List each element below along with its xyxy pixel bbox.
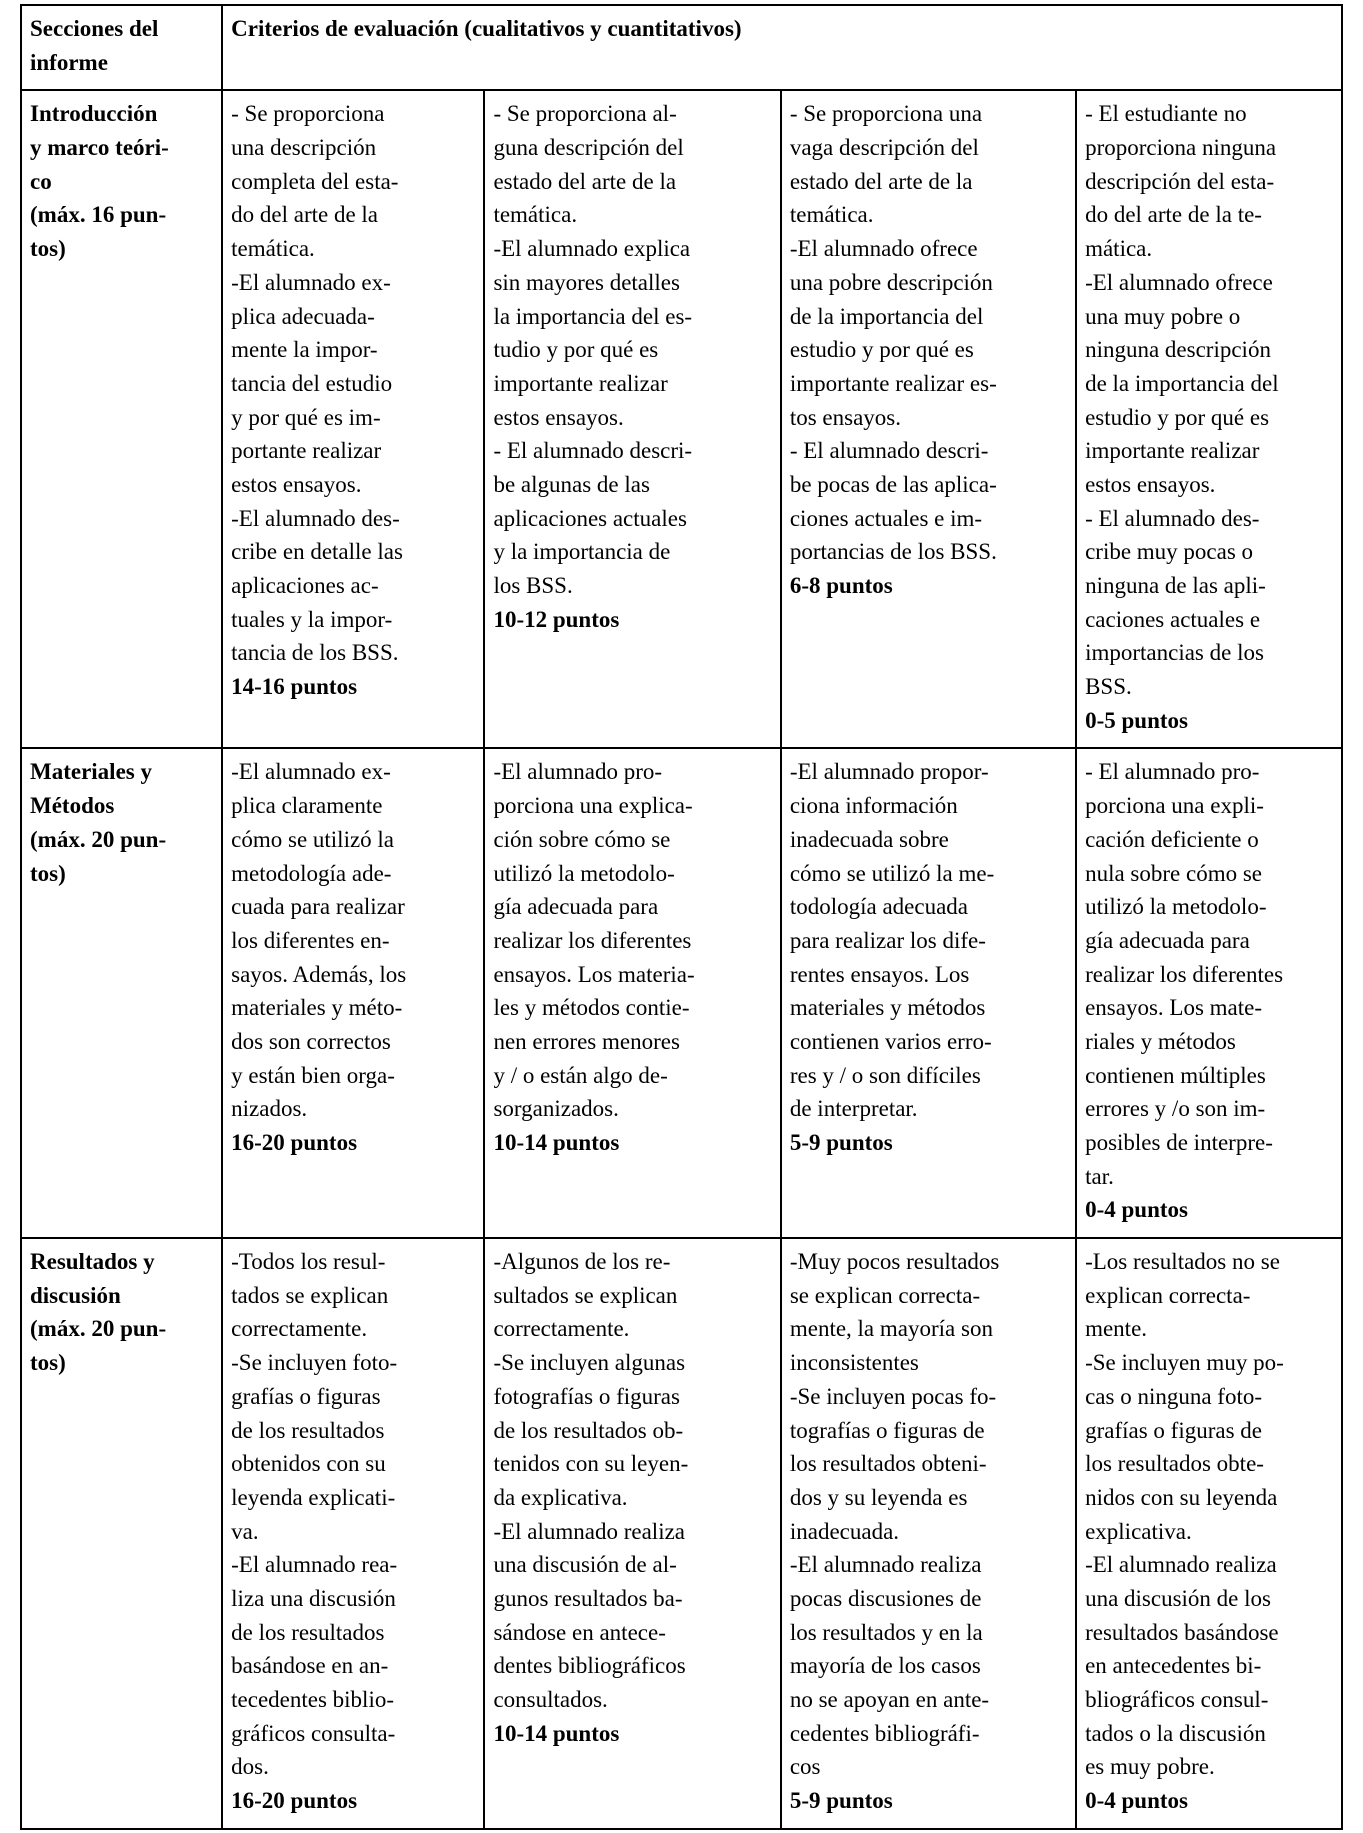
text-line: Introducción xyxy=(30,101,158,127)
criteria-cell xyxy=(484,1238,780,1829)
text-line: tenidos con su leyen- xyxy=(493,1451,689,1477)
text-line: tar. xyxy=(1085,1163,1114,1189)
text-line: tudio y por qué es xyxy=(493,337,659,363)
text-line: sultados se explican xyxy=(493,1282,678,1308)
criteria-cell xyxy=(222,1238,484,1829)
text-line: temática. xyxy=(493,202,578,228)
score-range: 10-14 puntos xyxy=(493,1720,620,1746)
text-line: proporciona ninguna xyxy=(1085,135,1277,161)
evaluation-rubric-table xyxy=(20,4,1343,1830)
text-line: mente, la mayoría son xyxy=(789,1316,993,1342)
text-line: y / o están algo de- xyxy=(493,1062,668,1088)
criteria-cell xyxy=(781,1238,1076,1829)
text-line: estos ensayos. xyxy=(231,471,362,497)
section-name-lines xyxy=(30,755,213,890)
score-range: 0-5 puntos xyxy=(1085,707,1188,733)
text-line: -El alumnado realiza xyxy=(1085,1552,1277,1578)
text-line: - El estudiante no xyxy=(1085,101,1247,127)
header-criteria-column: Criterios de evaluación (cualitativos y cuantitativos) xyxy=(222,5,1342,90)
text-line: -El alumnado realiza xyxy=(493,1518,686,1544)
criteria-lines xyxy=(493,755,771,1159)
text-line: be algunas de las xyxy=(493,471,650,497)
text-line: una descripción xyxy=(231,135,377,161)
text-line: y están bien orga- xyxy=(231,1062,395,1088)
section-name-cell xyxy=(21,90,222,748)
text-line: bliográficos consul- xyxy=(1085,1687,1269,1712)
text-line: estado del arte de la xyxy=(789,168,973,194)
text-line: res y / o son difíciles xyxy=(789,1062,981,1088)
text-line: mente la impor- xyxy=(231,337,378,363)
text-line: en antecedentes bi- xyxy=(1085,1653,1262,1679)
text-line: plica adecuada- xyxy=(231,303,375,329)
text-line: -El alumnado ex- xyxy=(231,269,391,295)
text-line: - Se proporciona xyxy=(231,101,385,127)
text-line: y marco teóri- xyxy=(30,135,169,161)
criteria-lines xyxy=(790,97,1067,602)
rubric-row xyxy=(21,748,1342,1238)
text-line: - Se proporciona al- xyxy=(493,101,677,127)
score-range: 5-9 puntos xyxy=(789,1130,893,1155)
text-line: be pocas de las aplica- xyxy=(789,471,997,497)
criteria-cell xyxy=(222,748,484,1238)
text-line: estos ensayos. xyxy=(493,404,624,430)
score-range: 10-12 puntos xyxy=(493,606,620,632)
text-line: caciones actuales e xyxy=(1085,606,1261,632)
criteria-cell xyxy=(484,90,780,748)
text-line: gráficos consulta- xyxy=(231,1720,396,1746)
text-line: fotografías o figuras xyxy=(493,1383,680,1409)
text-line: cación deficiente o xyxy=(1085,826,1259,852)
text-line: -Se incluyen foto- xyxy=(231,1350,398,1376)
text-line: porciona una explica- xyxy=(493,793,693,819)
criteria-cell xyxy=(1076,1238,1342,1829)
text-line: nidos con su leyenda xyxy=(1085,1484,1278,1510)
criteria-cell xyxy=(1076,90,1342,748)
text-line: los resultados obteni- xyxy=(789,1451,987,1477)
text-line: Materiales y xyxy=(30,759,152,785)
text-line: los diferentes en- xyxy=(231,927,390,953)
text-line: - El alumnado descri- xyxy=(789,438,989,464)
text-line: temática. xyxy=(789,202,874,228)
criteria-cell xyxy=(484,748,780,1238)
criteria-lines xyxy=(790,755,1067,1159)
text-line: grafías o figuras de xyxy=(1085,1417,1262,1443)
text-line: realizar los diferentes xyxy=(493,927,692,953)
text-line: dentes bibliográficos xyxy=(493,1653,686,1679)
text-line: -El alumnado ofrece xyxy=(1085,269,1273,295)
criteria-cell xyxy=(222,90,484,748)
text-line: de la importancia del xyxy=(789,303,984,329)
text-line: ción sobre cómo se xyxy=(493,826,671,852)
text-line: tancia del estudio xyxy=(231,370,393,396)
score-range: 16-20 puntos xyxy=(231,1788,358,1814)
text-line: ninguna de las apli- xyxy=(1085,573,1266,598)
text-line: -El alumnado ex- xyxy=(231,759,391,785)
text-line: gunos resultados ba- xyxy=(493,1585,683,1611)
text-line: -El alumnado ofrece xyxy=(789,236,978,262)
text-line: -El alumnado rea- xyxy=(231,1552,398,1578)
text-line: utilizó la metodolo- xyxy=(493,860,675,886)
text-line: basándose en an- xyxy=(231,1653,389,1679)
text-line: temática. xyxy=(231,236,315,262)
score-range: 14-16 puntos xyxy=(231,674,358,700)
text-line: los resultados y en la xyxy=(789,1619,983,1645)
text-line: (máx. 20 pun- xyxy=(30,1316,167,1342)
text-line: tos) xyxy=(30,236,66,262)
text-line: ninguna descripción xyxy=(1085,337,1271,363)
text-line: sin mayores detalles xyxy=(493,269,680,295)
text-line: importante realizar es- xyxy=(789,370,997,396)
text-line: la importancia del es- xyxy=(493,303,693,329)
text-line: resultados basándose xyxy=(1085,1619,1279,1645)
text-line: -Se incluyen muy po- xyxy=(1085,1350,1284,1376)
text-line: cómo se utilizó la me- xyxy=(789,860,995,886)
criteria-cell xyxy=(1076,748,1342,1238)
text-line: utilizó la metodolo- xyxy=(1085,894,1267,920)
text-line: va. xyxy=(231,1518,259,1544)
text-line: -El alumnado propor- xyxy=(789,759,989,785)
text-line: tados se explican xyxy=(231,1282,389,1308)
text-line: los BSS. xyxy=(493,573,573,598)
text-line: de interpretar. xyxy=(789,1096,918,1122)
rubric-body xyxy=(21,90,1342,1828)
text-line: cuada para realizar xyxy=(231,894,405,920)
text-line: tecedentes biblio- xyxy=(231,1687,394,1712)
header-sections-lines xyxy=(30,12,213,79)
text-line: estudio y por qué es xyxy=(1085,404,1270,430)
text-line: co xyxy=(30,168,52,194)
text-line: nizados. xyxy=(231,1096,308,1122)
text-line: leyenda explicati- xyxy=(231,1484,396,1510)
text-line: cedentes bibliográfi- xyxy=(789,1720,980,1746)
text-line: -Todos los resul- xyxy=(231,1249,386,1275)
text-line: discusión xyxy=(30,1282,121,1308)
text-line: -Se incluyen pocas fo- xyxy=(789,1383,997,1409)
text-line: tos) xyxy=(30,1350,66,1376)
text-line: Métodos xyxy=(30,793,115,819)
text-line: les y métodos contie- xyxy=(493,995,690,1021)
score-range: 6-8 puntos xyxy=(789,573,893,598)
text-line: no se apoyan en ante- xyxy=(789,1687,990,1712)
score-range: 0-4 puntos xyxy=(1085,1788,1188,1814)
text-line: BSS. xyxy=(1085,674,1132,700)
text-line: mente. xyxy=(1085,1316,1148,1342)
text-line: -El alumnado pro- xyxy=(493,759,663,785)
text-line: estado del arte de la xyxy=(493,168,677,194)
text-line: posibles de interpre- xyxy=(1085,1130,1273,1155)
text-line: aplicaciones actuales xyxy=(493,505,687,531)
text-line: una muy pobre o xyxy=(1085,303,1241,329)
text-line: nula sobre cómo se xyxy=(1085,860,1263,886)
rubric-row xyxy=(21,1238,1342,1829)
text-line: contienen varios erro- xyxy=(789,1028,992,1054)
text-line: riales y métodos xyxy=(1085,1028,1236,1054)
text-line: rentes ensayos. Los xyxy=(789,961,970,987)
text-line: explican correcta- xyxy=(1085,1282,1251,1308)
score-range: 16-20 puntos xyxy=(231,1130,358,1155)
text-line: descripción del esta- xyxy=(1085,168,1275,194)
criteria-lines xyxy=(493,97,771,636)
section-name-lines xyxy=(30,1245,213,1380)
text-line: sorganizados. xyxy=(493,1096,619,1122)
header-sections-column xyxy=(21,5,222,90)
text-line: da explicativa. xyxy=(493,1484,628,1510)
text-line: (máx. 16 pun- xyxy=(30,202,167,228)
text-line: cribe muy pocas o xyxy=(1085,539,1254,565)
text-line: -El alumnado explica xyxy=(493,236,691,262)
criteria-lines xyxy=(1085,97,1333,737)
text-line: tos) xyxy=(30,860,66,886)
text-line: plica claramente xyxy=(231,793,383,819)
text-line: cos xyxy=(789,1754,821,1780)
text-line: importante realizar xyxy=(493,370,668,396)
text-line: -El alumnado des- xyxy=(231,505,400,531)
criteria-lines xyxy=(1085,1245,1333,1818)
text-line: de los resultados xyxy=(231,1417,385,1443)
text-line: -Muy pocos resultados xyxy=(789,1249,1000,1275)
text-line: guna descripción del xyxy=(493,135,684,161)
text-line: - El alumnado pro- xyxy=(1085,759,1260,785)
score-range: 5-9 puntos xyxy=(789,1788,893,1814)
text-line: sayos. Además, los xyxy=(231,961,407,987)
text-line: gía adecuada para xyxy=(493,894,659,920)
text-line: estos ensayos. xyxy=(1085,471,1216,497)
text-line: ensayos. Los materia- xyxy=(493,961,695,987)
text-line: ensayos. Los mate- xyxy=(1085,995,1263,1021)
text-line: tuales y la impor- xyxy=(231,606,393,632)
table-header-row xyxy=(21,5,1342,90)
text-line: Secciones del xyxy=(30,16,159,41)
text-line: de los resultados ob- xyxy=(493,1417,684,1443)
text-line: contienen múltiples xyxy=(1085,1062,1266,1088)
text-line: errores y /o son im- xyxy=(1085,1096,1266,1122)
text-line: tos ensayos. xyxy=(789,404,902,430)
text-line: se explican correcta- xyxy=(789,1282,981,1308)
text-line: todología adecuada xyxy=(789,894,969,920)
text-line: materiales y méto- xyxy=(231,995,403,1021)
text-line: vaga descripción del xyxy=(789,135,979,161)
criteria-cell xyxy=(781,90,1076,748)
text-line: - Se proporciona una xyxy=(789,101,983,127)
text-line: pocas discusiones de xyxy=(789,1585,982,1611)
text-line: realizar los diferentes xyxy=(1085,961,1284,987)
text-line: tancia de los BSS. xyxy=(231,640,399,666)
text-line: aplicaciones ac- xyxy=(231,573,379,598)
text-line: (máx. 20 pun- xyxy=(30,826,167,852)
text-line: -Los resultados no se xyxy=(1085,1249,1280,1275)
text-line: -Algunos de los re- xyxy=(493,1249,671,1275)
text-line: - El alumnado des- xyxy=(1085,505,1260,531)
text-line: -Se incluyen algunas xyxy=(493,1350,686,1376)
text-line: sándose en antece- xyxy=(493,1619,666,1645)
text-line: -El alumnado realiza xyxy=(789,1552,982,1578)
text-line: tados o la discusión xyxy=(1085,1720,1266,1746)
text-line: de la importancia del xyxy=(1085,370,1279,396)
text-line: cas o ninguna foto- xyxy=(1085,1383,1263,1409)
section-name-lines xyxy=(30,97,213,265)
text-line: inadecuada sobre xyxy=(789,826,949,852)
text-line: explicativa. xyxy=(1085,1518,1192,1544)
criteria-lines xyxy=(493,1245,771,1750)
text-line: nen errores menores xyxy=(493,1028,680,1054)
text-line: estudio y por qué es xyxy=(789,337,974,363)
text-line: Resultados y xyxy=(30,1249,155,1275)
text-line: una pobre descripción xyxy=(789,269,993,295)
text-line: metodología ade- xyxy=(231,860,392,886)
text-line: correctamente. xyxy=(493,1316,630,1342)
criteria-lines xyxy=(231,755,475,1159)
text-line: es muy pobre. xyxy=(1085,1754,1215,1780)
criteria-lines xyxy=(231,97,475,703)
text-line: dos. xyxy=(231,1754,269,1780)
text-line: tografías o figuras de xyxy=(789,1417,985,1443)
text-line: portante realizar xyxy=(231,438,382,464)
text-line: una discusión de los xyxy=(1085,1585,1271,1611)
text-line: liza una discusión xyxy=(231,1585,396,1611)
text-line: dos son correctos xyxy=(231,1028,391,1054)
text-line: informe xyxy=(30,49,108,75)
score-range: 10-14 puntos xyxy=(493,1130,620,1155)
text-line: ciona información xyxy=(789,793,958,819)
text-line: ciones actuales e im- xyxy=(789,505,983,531)
criteria-lines xyxy=(1085,755,1333,1227)
text-line: y por qué es im- xyxy=(231,404,381,430)
text-line: grafías o figuras xyxy=(231,1383,381,1409)
text-line: importante realizar xyxy=(1085,438,1260,464)
score-range: 0-4 puntos xyxy=(1085,1197,1188,1223)
text-line: do del arte de la xyxy=(231,202,379,228)
text-line: porciona una expli- xyxy=(1085,793,1264,819)
text-line: completa del esta- xyxy=(231,168,399,194)
text-line: de los resultados xyxy=(231,1619,385,1645)
text-line: dos y su leyenda es xyxy=(789,1484,968,1510)
text-line: importancias de los xyxy=(1085,640,1264,666)
criteria-lines xyxy=(231,1245,475,1818)
text-line: mayoría de los casos xyxy=(789,1653,981,1679)
text-line: obtenidos con su xyxy=(231,1451,386,1477)
text-line: gía adecuada para xyxy=(1085,927,1250,953)
text-line: para realizar los dife- xyxy=(789,927,986,953)
text-line: consultados. xyxy=(493,1687,608,1712)
text-line: materiales y métodos xyxy=(789,995,986,1021)
text-line: una discusión de al- xyxy=(493,1552,677,1578)
text-line: portancias de los BSS. xyxy=(789,539,997,565)
text-line: correctamente. xyxy=(231,1316,368,1342)
text-line: - El alumnado descri- xyxy=(493,438,693,464)
text-line: cribe en detalle las xyxy=(231,539,403,565)
text-line: cómo se utilizó la xyxy=(231,826,395,852)
criteria-cell xyxy=(781,748,1076,1238)
section-name-cell xyxy=(21,1238,222,1829)
text-line: mática. xyxy=(1085,236,1153,262)
text-line: los resultados obte- xyxy=(1085,1451,1264,1477)
rubric-row xyxy=(21,90,1342,748)
text-line: do del arte de la te- xyxy=(1085,202,1262,228)
text-line: y la importancia de xyxy=(493,539,671,565)
text-line: inconsistentes xyxy=(789,1350,919,1376)
text-line: inadecuada. xyxy=(789,1518,900,1544)
section-name-cell xyxy=(21,748,222,1238)
criteria-lines xyxy=(790,1245,1067,1818)
